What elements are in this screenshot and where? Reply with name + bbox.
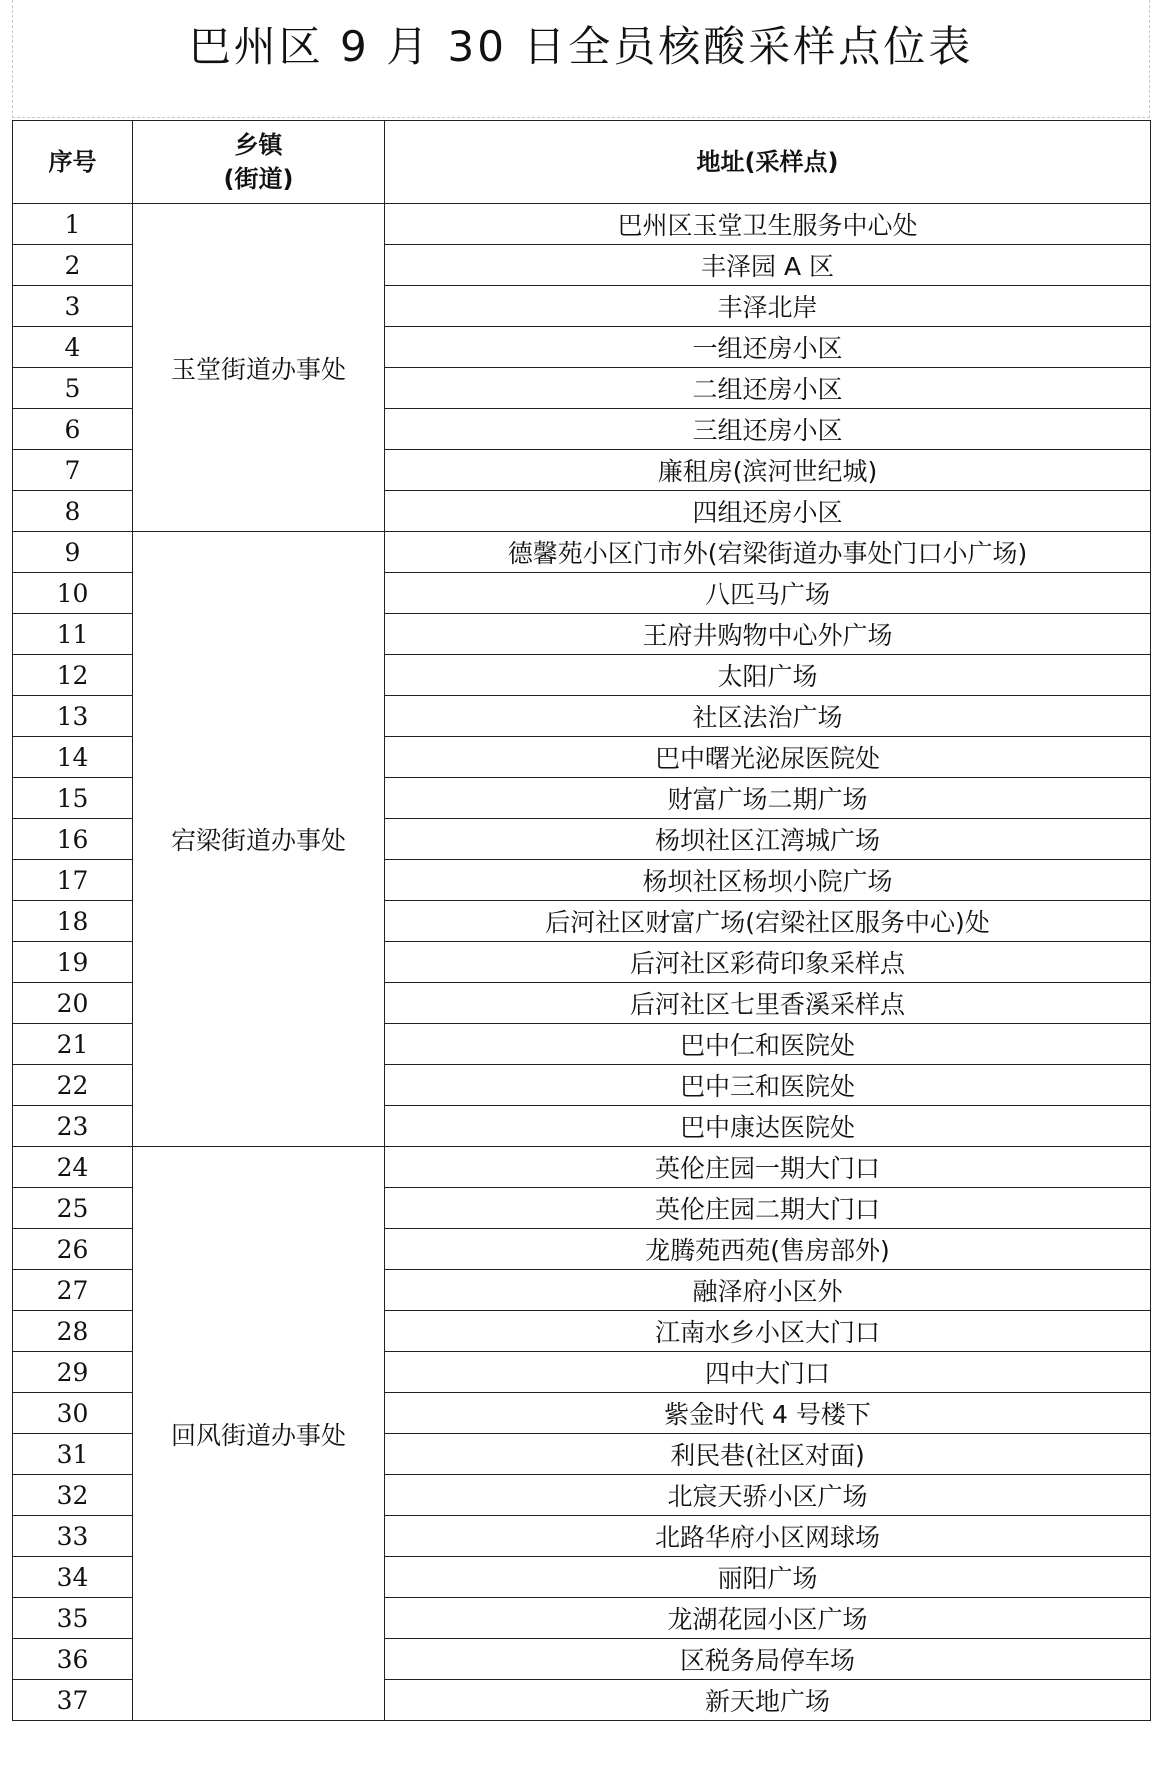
address-cell: 后河社区七里香溪采样点 (385, 983, 1151, 1024)
address-cell: 北宸天骄小区广场 (385, 1475, 1151, 1516)
address-cell: 二组还房小区 (385, 368, 1151, 409)
seq-cell: 16 (13, 819, 133, 860)
address-cell: 王府井购物中心外广场 (385, 614, 1151, 655)
address-cell: 巴中康达医院处 (385, 1106, 1151, 1147)
seq-cell: 32 (13, 1475, 133, 1516)
seq-cell: 31 (13, 1434, 133, 1475)
address-cell: 财富广场二期广场 (385, 778, 1151, 819)
seq-cell: 8 (13, 491, 133, 532)
seq-cell: 18 (13, 901, 133, 942)
address-cell: 四中大门口 (385, 1352, 1151, 1393)
address-cell: 后河社区彩荷印象采样点 (385, 942, 1151, 983)
address-cell: 紫金时代 4 号楼下 (385, 1393, 1151, 1434)
seq-cell: 9 (13, 532, 133, 573)
seq-cell: 2 (13, 245, 133, 286)
title-area (12, 0, 1150, 118)
seq-cell: 34 (13, 1557, 133, 1598)
seq-cell: 33 (13, 1516, 133, 1557)
town-cell: 宕梁街道办事处 (133, 532, 385, 1147)
seq-cell: 4 (13, 327, 133, 368)
document-title: 巴州区 9 月 30 日全员核酸采样点位表 (188, 22, 974, 71)
seq-cell: 19 (13, 942, 133, 983)
address-cell: 龙湖花园小区广场 (385, 1598, 1151, 1639)
address-cell: 巴中三和医院处 (385, 1065, 1151, 1106)
seq-cell: 27 (13, 1270, 133, 1311)
seq-cell: 25 (13, 1188, 133, 1229)
header-address: 地址(采样点) (385, 121, 1151, 204)
address-cell: 江南水乡小区大门口 (385, 1311, 1151, 1352)
seq-cell: 26 (13, 1229, 133, 1270)
address-cell: 融泽府小区外 (385, 1270, 1151, 1311)
address-cell: 一组还房小区 (385, 327, 1151, 368)
address-cell: 龙腾苑西苑(售房部外) (385, 1229, 1151, 1270)
table-row (13, 532, 1151, 573)
seq-cell: 11 (13, 614, 133, 655)
address-cell: 丰泽北岸 (385, 286, 1151, 327)
seq-cell: 29 (13, 1352, 133, 1393)
address-cell: 巴中仁和医院处 (385, 1024, 1151, 1065)
seq-cell: 13 (13, 696, 133, 737)
seq-cell: 10 (13, 573, 133, 614)
address-cell: 区税务局停车场 (385, 1639, 1151, 1680)
table-header-row (13, 121, 1151, 204)
address-cell: 英伦庄园二期大门口 (385, 1188, 1151, 1229)
address-cell: 太阳广场 (385, 655, 1151, 696)
address-cell: 巴中曙光泌尿医院处 (385, 737, 1151, 778)
seq-cell: 22 (13, 1065, 133, 1106)
seq-cell: 1 (13, 204, 133, 245)
address-cell: 后河社区财富广场(宕梁社区服务中心)处 (385, 901, 1151, 942)
seq-cell: 7 (13, 450, 133, 491)
header-seq: 序号 (13, 121, 133, 204)
address-cell: 八匹马广场 (385, 573, 1151, 614)
seq-cell: 36 (13, 1639, 133, 1680)
address-cell: 三组还房小区 (385, 409, 1151, 450)
header-town-line2: (街道) (223, 165, 294, 193)
seq-cell: 24 (13, 1147, 133, 1188)
header-town-line1: 乡镇 (234, 131, 283, 159)
seq-cell: 6 (13, 409, 133, 450)
address-cell: 巴州区玉堂卫生服务中心处 (385, 204, 1151, 245)
town-cell: 回风街道办事处 (133, 1147, 385, 1721)
seq-cell: 5 (13, 368, 133, 409)
seq-cell: 15 (13, 778, 133, 819)
table-body (13, 204, 1151, 1721)
seq-cell: 35 (13, 1598, 133, 1639)
address-cell: 四组还房小区 (385, 491, 1151, 532)
seq-cell: 37 (13, 1680, 133, 1721)
seq-cell: 17 (13, 860, 133, 901)
sampling-sites-table (12, 120, 1151, 1721)
address-cell: 丽阳广场 (385, 1557, 1151, 1598)
address-cell: 德馨苑小区门市外(宕梁街道办事处门口小广场) (385, 532, 1151, 573)
address-cell: 杨坝社区江湾城广场 (385, 819, 1151, 860)
address-cell: 杨坝社区杨坝小院广场 (385, 860, 1151, 901)
address-cell: 社区法治广场 (385, 696, 1151, 737)
address-cell: 英伦庄园一期大门口 (385, 1147, 1151, 1188)
seq-cell: 21 (13, 1024, 133, 1065)
address-cell: 北路华府小区网球场 (385, 1516, 1151, 1557)
address-cell: 丰泽园 A 区 (385, 245, 1151, 286)
seq-cell: 30 (13, 1393, 133, 1434)
seq-cell: 28 (13, 1311, 133, 1352)
seq-cell: 20 (13, 983, 133, 1024)
seq-cell: 12 (13, 655, 133, 696)
address-cell: 利民巷(社区对面) (385, 1434, 1151, 1475)
seq-cell: 23 (13, 1106, 133, 1147)
address-cell: 新天地广场 (385, 1680, 1151, 1721)
seq-cell: 3 (13, 286, 133, 327)
table-row (13, 204, 1151, 245)
address-cell: 廉租房(滨河世纪城) (385, 450, 1151, 491)
table-row (13, 1147, 1151, 1188)
header-town (133, 121, 385, 204)
town-cell: 玉堂街道办事处 (133, 204, 385, 532)
seq-cell: 14 (13, 737, 133, 778)
